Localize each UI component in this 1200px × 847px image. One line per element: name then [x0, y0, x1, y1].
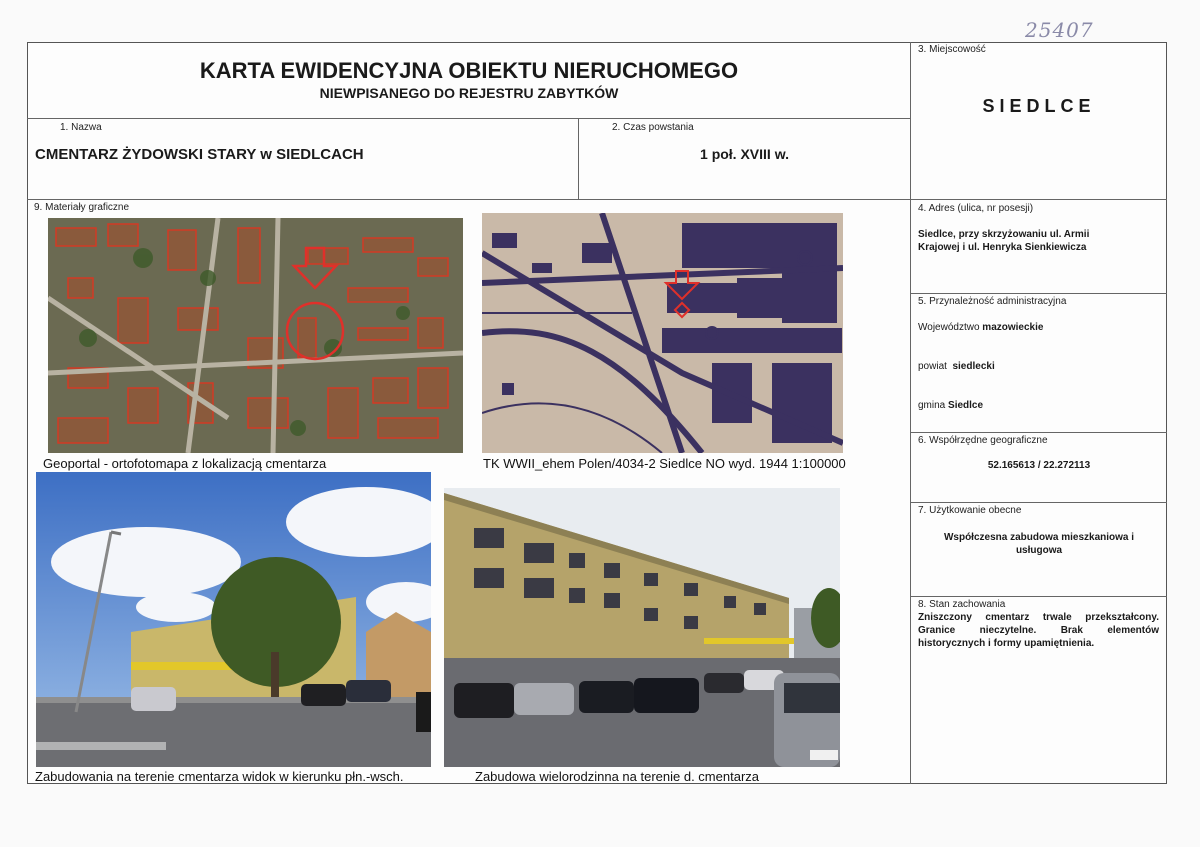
city-label: 3. Miejscowość	[918, 44, 986, 55]
card-title: KARTA EWIDENCYJNA OBIEKTU NIERUCHOMEGO	[199, 58, 739, 83]
aerial-image-caption: Geoportal - ortofotomapa z lokalizacją cmentarza	[43, 456, 327, 471]
street-photo-caption: Zabudowania na terenie cmentarza widok w kierunku płn.-wsch.	[35, 769, 404, 784]
usage-value: Współczesna zabudowa mieszkaniowa i usługowa	[943, 532, 1135, 556]
divider-coords	[911, 432, 1167, 433]
condition-label: 8. Stan zachowania	[918, 599, 1006, 610]
commune-prefix: gmina	[918, 400, 946, 411]
name-value: CMENTARZ ŻYDOWSKI STARY w SIEDLCACH	[35, 146, 364, 163]
date-label: 2. Czas powstania	[612, 122, 694, 133]
historic-map-caption: TK WWII_ehem Polen/4034-2 Siedlce NO wyd. 1944 1:100000	[483, 456, 846, 471]
divider-header	[27, 118, 911, 119]
divider-admin	[911, 293, 1167, 294]
handwritten-number: 25407	[1025, 18, 1094, 42]
divider-graphics	[27, 199, 1167, 200]
address-value: Siedlce, przy skrzyżowaniu ul. Armii Krajowej i ul. Henryka Sienkiewicza	[918, 229, 1090, 253]
commune-row	[918, 399, 983, 412]
coords-value: 52.165613 / 22.272113	[987, 460, 1091, 471]
county-row	[918, 360, 995, 373]
name-label: 1. Nazwa	[60, 122, 102, 133]
voivodeship-value: mazowieckie	[982, 322, 1044, 333]
date-value: 1 poł. XVIII w.	[700, 146, 789, 162]
coords-label: 6. Współrzędne geograficzne	[918, 435, 1048, 446]
city-value: SIEDLCE	[982, 96, 1096, 116]
historic-map-image	[482, 213, 843, 453]
building-photo-image	[444, 488, 840, 767]
address-label: 4. Adres (ulica, nr posesji)	[918, 203, 1034, 214]
divider-usage	[911, 502, 1167, 503]
usage-label: 7. Użytkowanie obecne	[918, 505, 1022, 516]
admin-label: 5. Przynależność administracyjna	[918, 296, 1067, 307]
condition-value: Zniszczony cmentarz trwale przekształcony. Granice nieczytelne. Brak elementów historycznych i formy upamiętnienia.	[918, 612, 1159, 649]
street-photo-image	[36, 472, 431, 767]
card-subtitle: NIEWPISANEGO DO REJESTRU ZABYTKÓW	[319, 85, 619, 101]
commune-value: Siedlce	[948, 400, 984, 411]
county-prefix: powiat	[918, 361, 947, 372]
county-value: siedlecki	[952, 361, 995, 372]
aerial-orthophoto-image	[48, 218, 463, 453]
building-photo-caption: Zabudowa wielorodzinna na terenie d. cmentarza	[475, 769, 760, 784]
graphics-label: 9. Materiały graficzne	[34, 202, 130, 213]
voivodeship-prefix: Województwo	[918, 322, 980, 333]
divider-condition	[911, 596, 1167, 597]
voivodeship-row	[918, 321, 1043, 334]
